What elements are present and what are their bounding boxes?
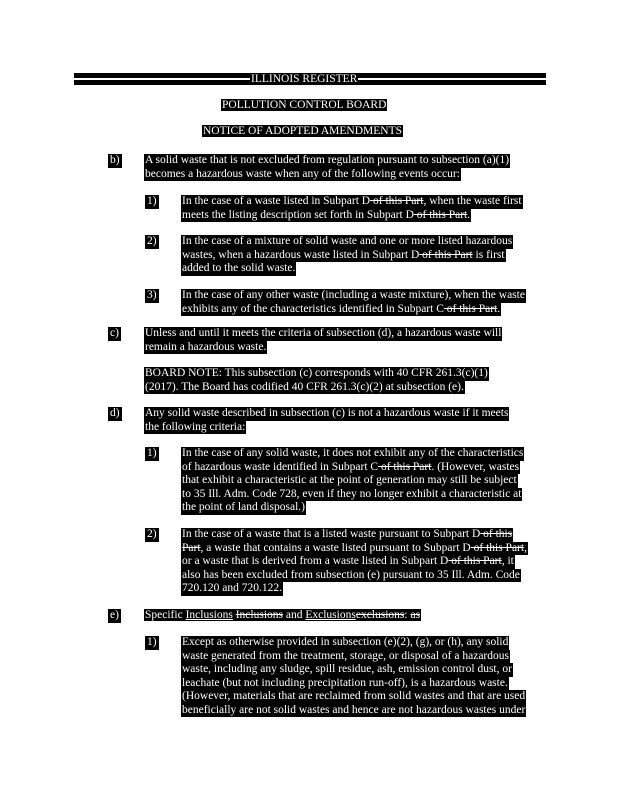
section-d2-text: In the case of a waste that is a listed waste pursuant to Subpart D of this Part, a waste that contains a waste listed pursuant to Subpart D of this Part, or a waste that is derived from a waste listed in Subpart D of this Part, it also has been excluded from subsection (e) pursuant to 35 Ill. Adm. Code 720.120 and 720.122. <box>182 528 527 594</box>
register-title: ILLINOIS REGISTER <box>251 73 358 85</box>
section-b2-label: 2) <box>147 235 157 247</box>
section-d2-label: 2) <box>147 528 157 540</box>
section-d-text: Any solid waste described in subsection (c) is not a hazardous waste if it meets the following criteria: <box>145 407 509 433</box>
section-b3-label: 3) <box>147 289 157 301</box>
section-e1-label: 1) <box>147 636 157 648</box>
section-c-text: Unless and until it meets the criteria of subsection (d), a hazardous waste will remain a hazardous waste. <box>145 327 502 353</box>
section-e-heading: Specific Inclusions Inclusions and Exclusionsexclusions: as <box>145 609 421 621</box>
section-b3-text: In the case of any other waste (including a waste mixture), when the waste exhibits any of the characteristics identified in Subpart C of this Part. <box>182 289 525 315</box>
section-d1-text: In the case of any solid waste, it does not exhibit any of the characteristics of hazardous waste identified in Subpart C of this Part. (However, wastes that exhibit a characteristic at the point of generation may still be subject to 35 Ill. Adm. Code 728, even if they no longer exhibit a characteristic at the point of land disposal.) <box>182 447 524 513</box>
section-b1-text: In the case of a waste listed in Subpart D of this Part, when the waste first meets the listing description set forth in Subpart D of this Part. <box>182 195 522 221</box>
section-b-label: b) <box>110 154 120 166</box>
section-b1-label: 1) <box>147 195 157 207</box>
section-e-label: e) <box>110 609 119 621</box>
section-d-label: d) <box>110 407 120 419</box>
section-b2-text: In the case of a mixture of solid waste and one or more listed hazardous wastes, when a hazardous waste listed in Subpart D of this Part is first added to the solid waste. <box>182 235 513 274</box>
section-d1-label: 1) <box>147 447 157 459</box>
board-title: POLLUTION CONTROL BOARD <box>222 99 387 111</box>
notice-title: NOTICE OF ADOPTED AMENDMENTS <box>203 125 403 137</box>
section-b-text: A solid waste that is not excluded from regulation pursuant to subsection (a)(1) becomes a hazardous waste when any of the following events occur: <box>145 154 510 180</box>
section-c-label: c) <box>110 327 119 339</box>
board-note: BOARD NOTE: This subsection (c) corresponds with 40 CFR 261.3(c)(1) (2017). The Board has codified 40 CFR 261.3(c)(2) at subsection (e). <box>145 367 488 393</box>
section-e1-text: Except as otherwise provided in subsection (e)(2), (g), or (h), any solid waste generated from the treatment, storage, or disposal of a hazardous waste, including any sludge, spill residue, ash, emission control dust, or leachate (but not including precipitation run-off), is a hazardous waste. (However, materials that are reclaimed from solid wastes and that are used beneficially are not solid wastes and hence are not hazardous wastes under <box>182 636 526 716</box>
